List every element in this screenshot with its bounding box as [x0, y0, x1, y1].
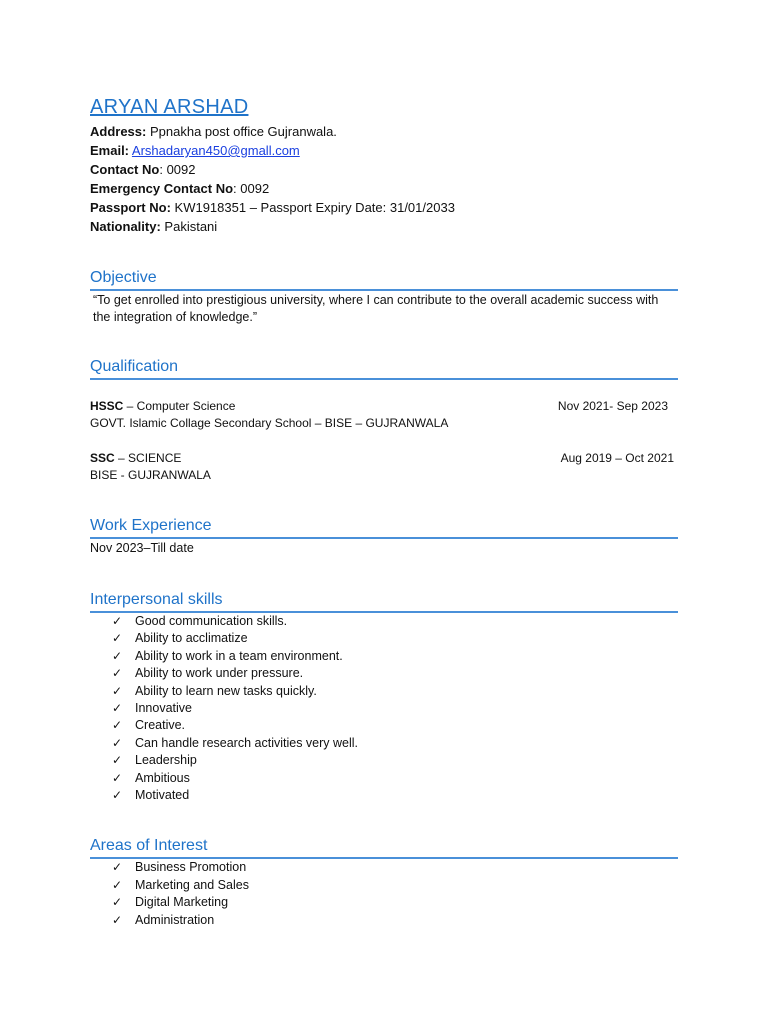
skill-label: Creative.: [135, 718, 186, 733]
skill-item: [90, 770, 678, 787]
skill-item: [90, 683, 678, 700]
interest-item: [90, 877, 678, 894]
nationality-label: Nationality:: [90, 219, 161, 234]
skill-item: [90, 735, 678, 752]
interest-label: Digital Marketing: [135, 895, 229, 910]
interest-item: [90, 894, 678, 911]
passport-line: [90, 198, 678, 217]
check-icon: ✓: [112, 614, 123, 628]
resume-page: [90, 94, 678, 929]
skills-heading: Interpersonal skills: [90, 590, 678, 613]
skill-item: [90, 630, 678, 647]
check-icon: ✓: [112, 912, 123, 927]
contact-value: : 0092: [159, 162, 196, 177]
check-icon: ✓: [112, 860, 123, 875]
email-line: [90, 141, 678, 160]
qualification-degree: HSSC: [90, 399, 124, 413]
skill-label: Good communication skills.: [135, 614, 288, 628]
qualification-institution: BISE - GUJRANWALA: [90, 468, 211, 482]
contact-label: Contact No: [90, 162, 160, 177]
check-icon: ✓: [112, 735, 123, 750]
skill-label: Ability to acclimatize: [135, 631, 248, 646]
emergency-contact-label: Emergency Contact No: [90, 181, 234, 196]
emergency-contact-value: : 0092: [233, 181, 270, 196]
interest-item: [90, 912, 678, 929]
check-icon: ✓: [112, 683, 123, 698]
skill-label: Motivated: [135, 788, 190, 803]
email-link[interactable]: Arshadaryan450@gmall.com: [131, 143, 300, 158]
qualification-field: – Computer Science: [123, 399, 236, 413]
passport-label: Passport No:: [90, 200, 171, 215]
interest-label: Administration: [135, 912, 215, 927]
check-icon: ✓: [112, 701, 123, 716]
qualification-item: [90, 450, 678, 484]
check-icon: ✓: [112, 788, 123, 803]
interests-heading: Areas of Interest: [90, 836, 678, 859]
skill-item: [90, 717, 678, 734]
address-line: [90, 122, 678, 141]
qualification-field: – SCIENCE: [114, 451, 182, 465]
nationality-line: [90, 217, 678, 236]
skill-label: Ability to learn new tasks quickly.: [135, 683, 317, 698]
check-icon: ✓: [112, 877, 123, 892]
check-icon: ✓: [112, 666, 123, 681]
check-icon: ✓: [112, 718, 123, 733]
skill-label: Leadership: [135, 753, 197, 768]
check-icon: ✓: [112, 631, 123, 646]
address-label: Address:: [90, 124, 147, 139]
qualification-dates: Aug 2019 – Oct 2021: [560, 451, 674, 465]
interest-item: [90, 859, 678, 876]
skill-label: Ability to work under pressure.: [135, 666, 304, 681]
interests-list: [90, 859, 678, 929]
work-experience-heading: Work Experience: [90, 516, 678, 539]
qualification-degree: SSC: [90, 451, 115, 465]
objective-heading: Objective: [90, 268, 678, 291]
check-icon: ✓: [112, 648, 123, 663]
qualification-institution: GOVT. Islamic Collage Secondary School – BISE – GUJRANWALA: [90, 416, 449, 430]
skill-item: [90, 613, 678, 630]
skill-label: Ambitious: [135, 770, 190, 785]
emergency-contact-line: [90, 179, 678, 198]
work-experience-text: Nov 2023–Till date: [90, 541, 194, 555]
candidate-name: ARYAN ARSHAD: [90, 96, 249, 118]
address-value: Ppnakha post office Gujranwala.: [149, 124, 337, 139]
interest-label: Business Promotion: [135, 860, 247, 875]
nationality-value: Pakistani: [164, 219, 218, 234]
interest-label: Marketing and Sales: [135, 877, 249, 892]
qualification-item: [90, 398, 678, 432]
qualification-heading: Qualification: [90, 357, 678, 380]
objective-text: “To get enrolled into prestigious university, where I can contribute to the overall academic success with the integration of knowledge.”: [93, 293, 659, 324]
skill-item: [90, 700, 678, 717]
contact-line: [90, 160, 678, 179]
skill-item: [90, 787, 678, 804]
passport-value: KW1918351 – Passport Expiry Date: 31/01/2033: [174, 200, 455, 215]
skill-item: [90, 665, 678, 682]
skills-list: [90, 613, 678, 804]
personal-info: [90, 122, 678, 236]
email-label: Email:: [90, 143, 130, 158]
check-icon: ✓: [112, 770, 123, 785]
check-icon: ✓: [112, 895, 123, 910]
skill-item: [90, 752, 678, 769]
qualification-dates: Nov 2021- Sep 2023: [557, 399, 668, 413]
skill-label: Ability to work in a team environment.: [135, 648, 343, 663]
skill-label: Can handle research activities very well.: [135, 735, 359, 750]
skill-item: [90, 648, 678, 665]
skill-label: Innovative: [135, 701, 192, 716]
check-icon: ✓: [112, 753, 123, 768]
